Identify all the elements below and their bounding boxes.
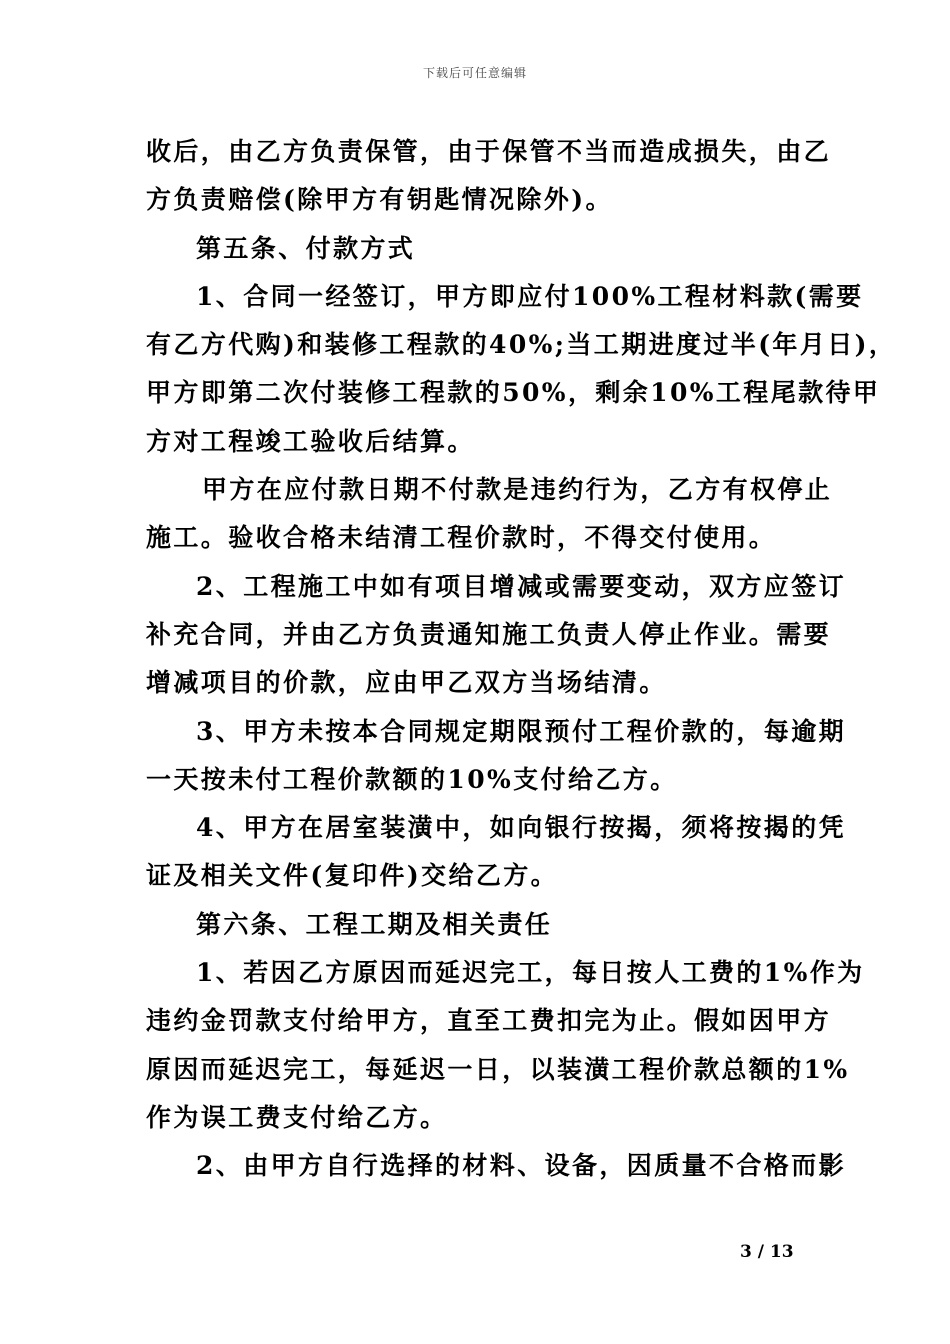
text-line: 第六条、工程工期及相关责任 <box>196 909 553 939</box>
document-body <box>146 128 897 1191</box>
text-line: 1、合同一经签订，甲方即应付100%工程材料款(需要 <box>196 281 864 311</box>
text-line: 原因而延迟完工，每延迟一日，以装潢工程价款总额的1% <box>146 1054 850 1084</box>
text-line: 方负责赔偿(除甲方有钥匙情况除外)。 <box>146 185 613 215</box>
text-line: 违约金罚款支付给甲方，直至工费扣完为止。假如因甲方 <box>146 1006 832 1036</box>
text-line: 方对工程竣工验收后结算。 <box>146 426 475 456</box>
text-line: 补充合同，并由乙方负责通知施工负责人停止作业。需要 <box>146 619 832 649</box>
text-line: 一天按未付工程价款额的10%支付给乙方。 <box>146 764 678 794</box>
text-line: 4、甲方在居室装潢中，如向银行按揭，须将按揭的凭 <box>196 813 846 843</box>
text-line: 施工。验收合格未结清工程价款时，不得交付使用。 <box>146 523 777 553</box>
text-line: 甲方在应付款日期不付款是违约行为，乙方有权停止 <box>202 475 833 505</box>
text-line: 2、工程施工中如有项目增减或需要变动，双方应签订 <box>196 571 846 601</box>
text-line: 有乙方代购)和装修工程款的40%;当工期进度过半(年月日)， <box>146 330 897 360</box>
text-line: 增减项目的价款，应由甲乙双方当场结清。 <box>146 668 667 698</box>
text-line: 证及相关文件(复印件)交给乙方。 <box>146 861 559 891</box>
text-line: 收后，由乙方负责保管，由于保管不当而造成损失，由乙 <box>146 137 832 166</box>
page-number: 3 / 13 <box>740 1242 794 1262</box>
text-line: 第五条、付款方式 <box>196 233 416 263</box>
text-line: 2、由甲方自行选择的材料、设备，因质量不合格而影 <box>196 1151 846 1181</box>
text-line: 甲方即第二次付装修工程款的50%，剩余10%工程尾款待甲 <box>146 378 881 408</box>
text-line: 作为误工费支付给乙方。 <box>146 1102 448 1132</box>
page-header: 下载后可任意编辑 <box>422 66 527 80</box>
text-line: 3、甲方未按本合同规定期限预付工程价款的，每逾期 <box>196 716 846 746</box>
text-line: 1、若因乙方原因而延迟完工，每日按人工费的1%作为 <box>196 958 865 988</box>
